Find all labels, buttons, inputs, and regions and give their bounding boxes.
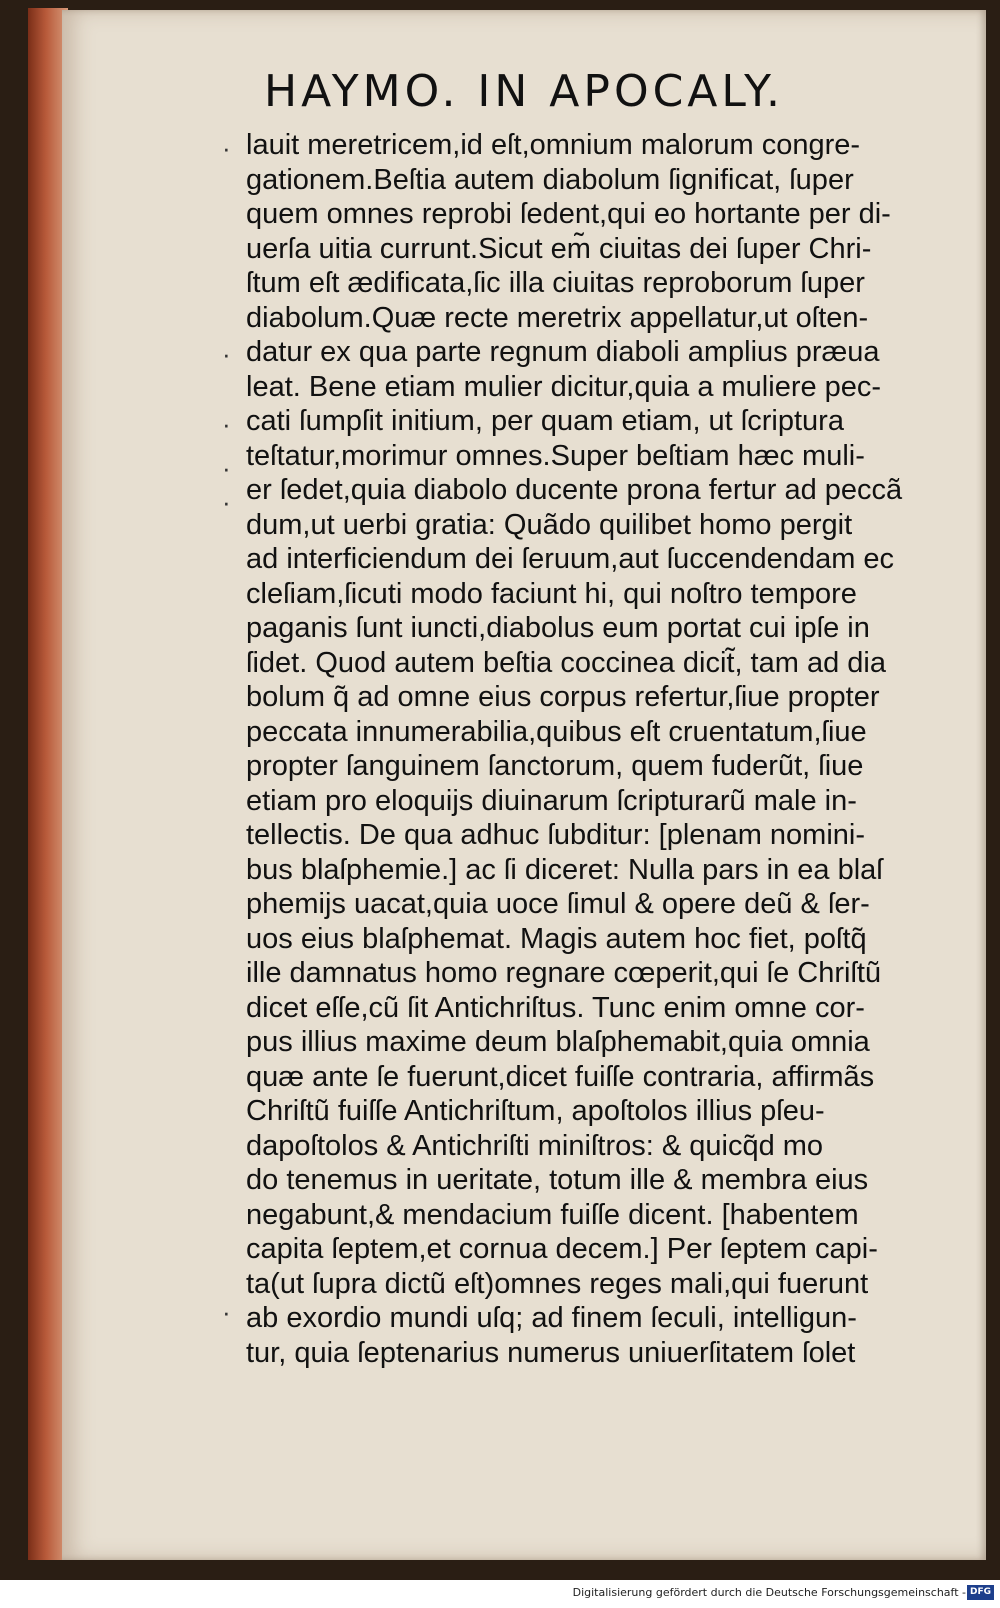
text-line: datur ex qua parte regnum diaboli amplius præua [246, 336, 880, 368]
text-line: ſidet. Quod autem beſtia coccinea dicit̃, tam ad dia [246, 646, 886, 679]
text-line: peccata innumerabilia,quibus eſt cruentatum,ſiue [246, 715, 867, 748]
margin-mark: · [222, 1297, 231, 1327]
text-line: do tenemus in ueritate, totum ille & membra eius [246, 1164, 869, 1196]
text-line: pus illius maxime deum blaſphemabit,quia omnia [246, 1026, 870, 1058]
text-line: quem omnes reprobi ſedent,qui eo hortante per di- [246, 198, 891, 230]
text-line: cati ſumpſit initium, per quam etiam, ut ſcriptura [246, 405, 844, 437]
text-line: cleſiam,ſicuti modo faciunt hi, qui noſtro tempore [246, 577, 857, 610]
text-line: bolum q̃ ad omne eius corpus refertur,ſiue propter [246, 681, 880, 713]
text-line: propter ſanguinem ſanctorum, quem fuderũt, ſiue [246, 750, 864, 782]
text-line: ſtum eſt ædificata,ſic illa ciuitas reproborum ſuper [246, 267, 865, 299]
text-line: ab exordio mundi uſq; ad finem ſeculi, intelligun- [246, 1302, 857, 1334]
text-line: capita ſeptem,et cornua decem.] Per ſeptem capi- [246, 1233, 878, 1265]
text-line: tur, quia ſeptenarius numerus uniuerſitatem ſolet [246, 1336, 856, 1369]
text-line: Chriſtũ fuiſſe Antichriſtum, apoſtolos illius pſeu- [246, 1095, 825, 1127]
body-text [246, 128, 956, 1370]
running-header: HAYMO. IN APOCALY. [264, 66, 785, 117]
text-line: bus blaſphemie.] ac ſi diceret: Nulla pars in ea blaſ [246, 853, 883, 886]
margin-mark: · [222, 133, 231, 163]
margin-mark: · [222, 453, 231, 483]
text-line: uerſa uitia currunt.Sicut em̃ ciuitas dei ſuper Chri- [246, 232, 872, 265]
digitization-credit: Digitalisierung gefördert durch die Deutsche Forschungsgemeinschaft - [572, 1586, 966, 1599]
text-line: er ſedet,quia diabolo ducente prona fertur ad peccã [246, 474, 903, 506]
text-line: leat. Bene etiam mulier dicitur,quia a muliere pec- [246, 370, 882, 403]
dfg-logo: DFG [967, 1585, 994, 1600]
text-line: teſtatur,morimur omnes.Super beſtiam hæc muli- [246, 439, 865, 472]
text-line: phemijs uacat,quia uoce ſimul & opere deũ & ſer- [246, 888, 870, 920]
text-line: ille damnatus homo regnare cœperit,qui ſe Chriſtũ [246, 957, 882, 989]
text-line: dapoſtolos & Antichriſti miniſtros: & quicq̃d mo [246, 1129, 824, 1162]
text-line: etiam pro eloquijs diuinarum ſcripturarũ male in- [246, 784, 857, 817]
text-line: dicet eſſe,cũ ſit Antichriſtus. Tunc enim omne cor- [246, 991, 865, 1024]
text-line: tellectis. De qua adhuc ſubditur: [plenam nomini- [246, 819, 865, 851]
text-line: diabolum.Quæ recte meretrix appellatur,ut oſten- [246, 301, 869, 334]
footer-bar [0, 1580, 1000, 1608]
text-line: negabunt,& mendacium fuiſſe dicent. [habentem [246, 1198, 859, 1231]
margin-mark: · [222, 409, 231, 439]
margin-mark: · [222, 339, 231, 369]
margin-mark: · [222, 487, 231, 517]
text-line: quæ ante ſe fuerunt,dicet fuiſſe contraria, affirmãs [246, 1060, 875, 1093]
text-line: ad interficiendum dei ſeruum,aut ſuccendendam ec [246, 543, 895, 575]
text-line: uos eius blaſphemat. Magis autem hoc fiet, poſtq̃ [246, 922, 867, 955]
text-line: dum,ut uerbi gratia: Quãdo quilibet homo pergit [246, 508, 853, 541]
text-line: lauit meretricem,id eſt,omnium malorum congre- [246, 129, 861, 161]
text-line: ta(ut ſupra dictũ eſt)omnes reges mali,qui fuerunt [246, 1267, 869, 1300]
text-line: paganis ſunt iuncti,diabolus eum portat cui ipſe in [246, 612, 870, 644]
text-line: gationem.Beſtia autem diabolum ſignificat, ſuper [246, 163, 854, 196]
